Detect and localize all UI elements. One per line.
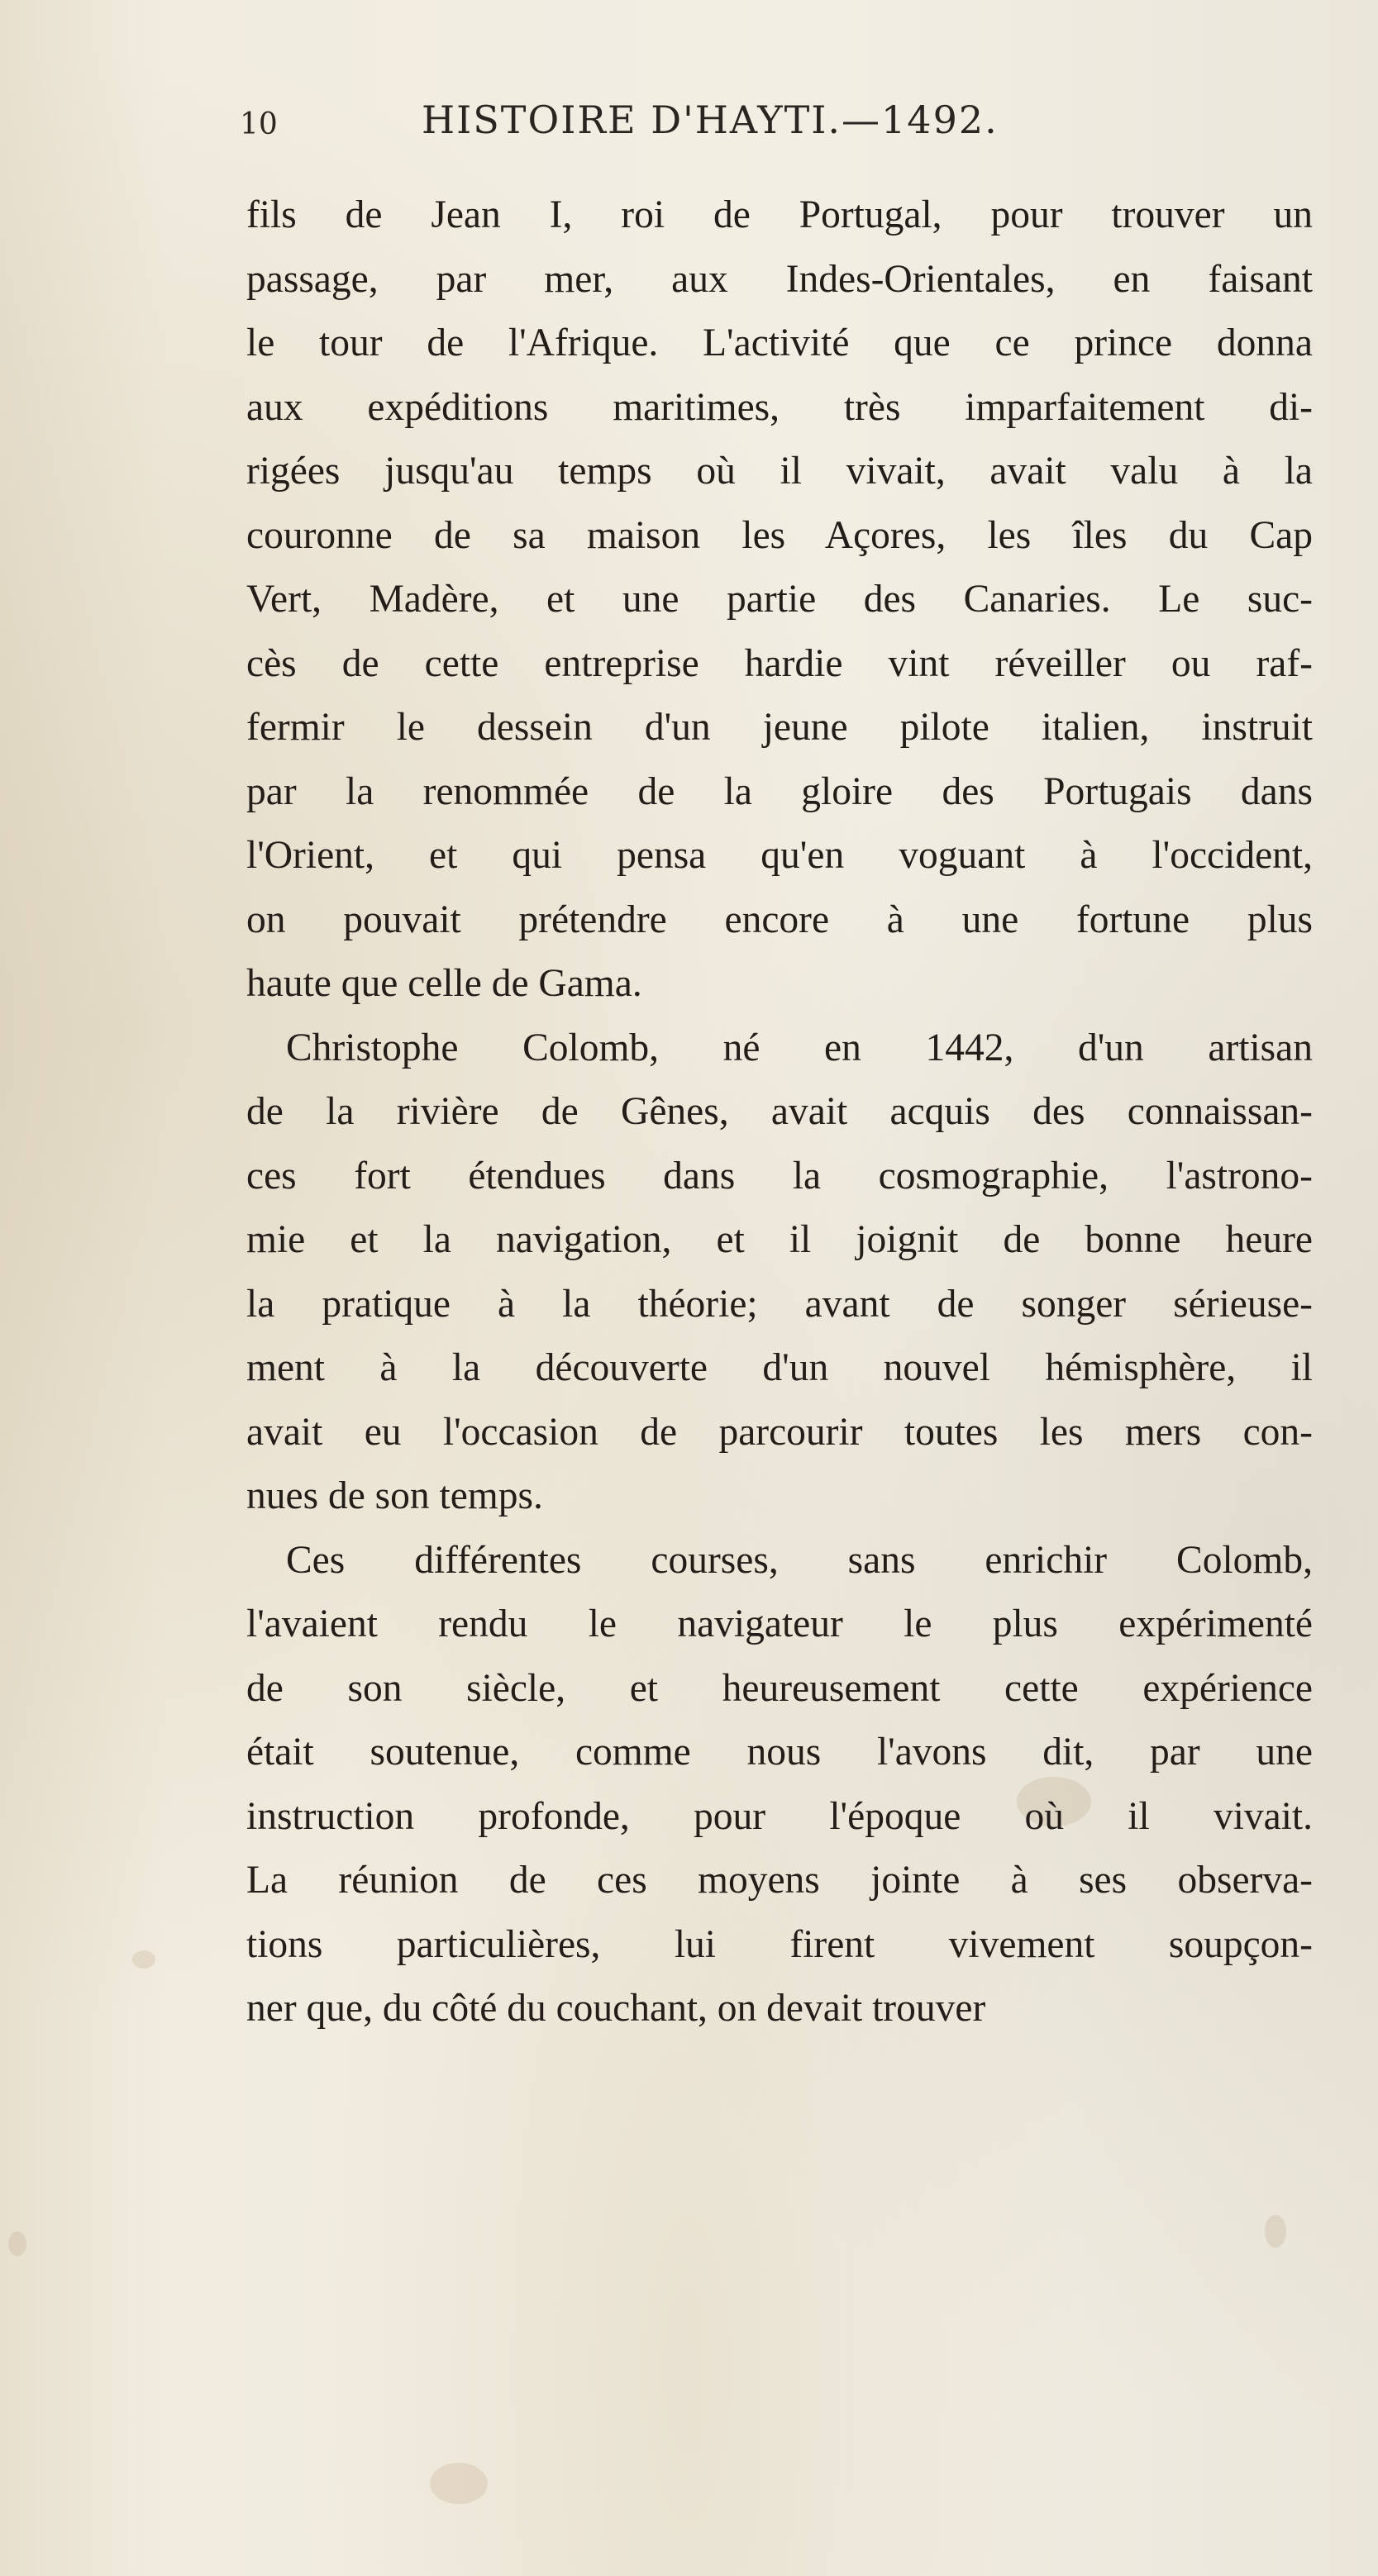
paper-stain [430, 2463, 488, 2504]
text-line: on pouvait prétendre encore à une fortune plus [246, 898, 1313, 941]
text-line: de la rivière de Gênes, avait acquis des connaissan- [246, 1090, 1313, 1133]
text-line: Vert, Madère, et une partie des Canaries. Le suc- [246, 578, 1313, 621]
text-line: ment à la découverte d'un nouvel hémisphère, il [246, 1346, 1313, 1389]
text-line: par la renommée de la gloire des Portugais dans [246, 769, 1313, 813]
text-line: ner que, du côté du couchant, on devait trouver [246, 1987, 986, 2030]
body-text [246, 183, 1313, 2041]
text-line: rigées jusqu'au temps où il vivait, avait valu à la [246, 450, 1313, 493]
text-line: Ces différentes courses, sans enrichir Colomb, [286, 1538, 1313, 1582]
text-line: mie et la navigation, et il joignit de bonne heure [246, 1218, 1313, 1261]
paper-stain [132, 1950, 155, 1969]
text-line: l'Orient, et qui pensa qu'en voguant à l'occident, [246, 834, 1313, 877]
text-line: fermir le dessein d'un jeune pilote italien, instruit [246, 706, 1313, 749]
text-line: tions particulières, lui firent vivement soupçon- [246, 1922, 1313, 1966]
text-line: La réunion de ces moyens jointe à ses observa- [246, 1859, 1313, 1902]
running-head: HISTOIRE D'HAYTI.—1492. [422, 98, 999, 142]
text-line: le tour de l'Afrique. L'activité que ce prince donna [246, 321, 1313, 364]
text-line: l'avaient rendu le navigateur le plus expérimenté [246, 1602, 1313, 1645]
paper-stain [8, 2231, 26, 2256]
page-header [240, 98, 1108, 164]
text-line: ces fort étendues dans la cosmographie, l'astrono- [246, 1154, 1313, 1198]
text-line: fils de Jean I, roi de Portugal, pour trouver un [246, 193, 1313, 236]
text-line: passage, par mer, aux Indes-Orientales, en faisant [246, 257, 1313, 301]
text-line: Christophe Colomb, né en 1442, d'un artisan [286, 1026, 1313, 1069]
text-line: était soutenue, comme nous l'avons dit, par une [246, 1731, 1313, 1774]
text-line: cès de cette entreprise hardie vint réveiller ou raf- [246, 641, 1313, 685]
paper-stain [1265, 2215, 1286, 2248]
text-line: aux expéditions maritimes, très imparfaitement di- [246, 385, 1313, 429]
text-line: de son siècle, et heureusement cette expérience [246, 1666, 1313, 1710]
text-line: avait eu l'occasion de parcourir toutes les mers con- [246, 1410, 1313, 1454]
text-line: haute que celle de Gama. [246, 962, 642, 1005]
text-line: couronne de sa maison les Açores, les îles du Cap [246, 513, 1313, 557]
text-line: la pratique à la théorie; avant de songer sérieuse- [246, 1282, 1313, 1326]
text-line: instruction profonde, pour l'époque où il vivait. [246, 1794, 1313, 1838]
page-number: 10 [240, 107, 278, 141]
text-line: nues de son temps. [246, 1474, 543, 1517]
